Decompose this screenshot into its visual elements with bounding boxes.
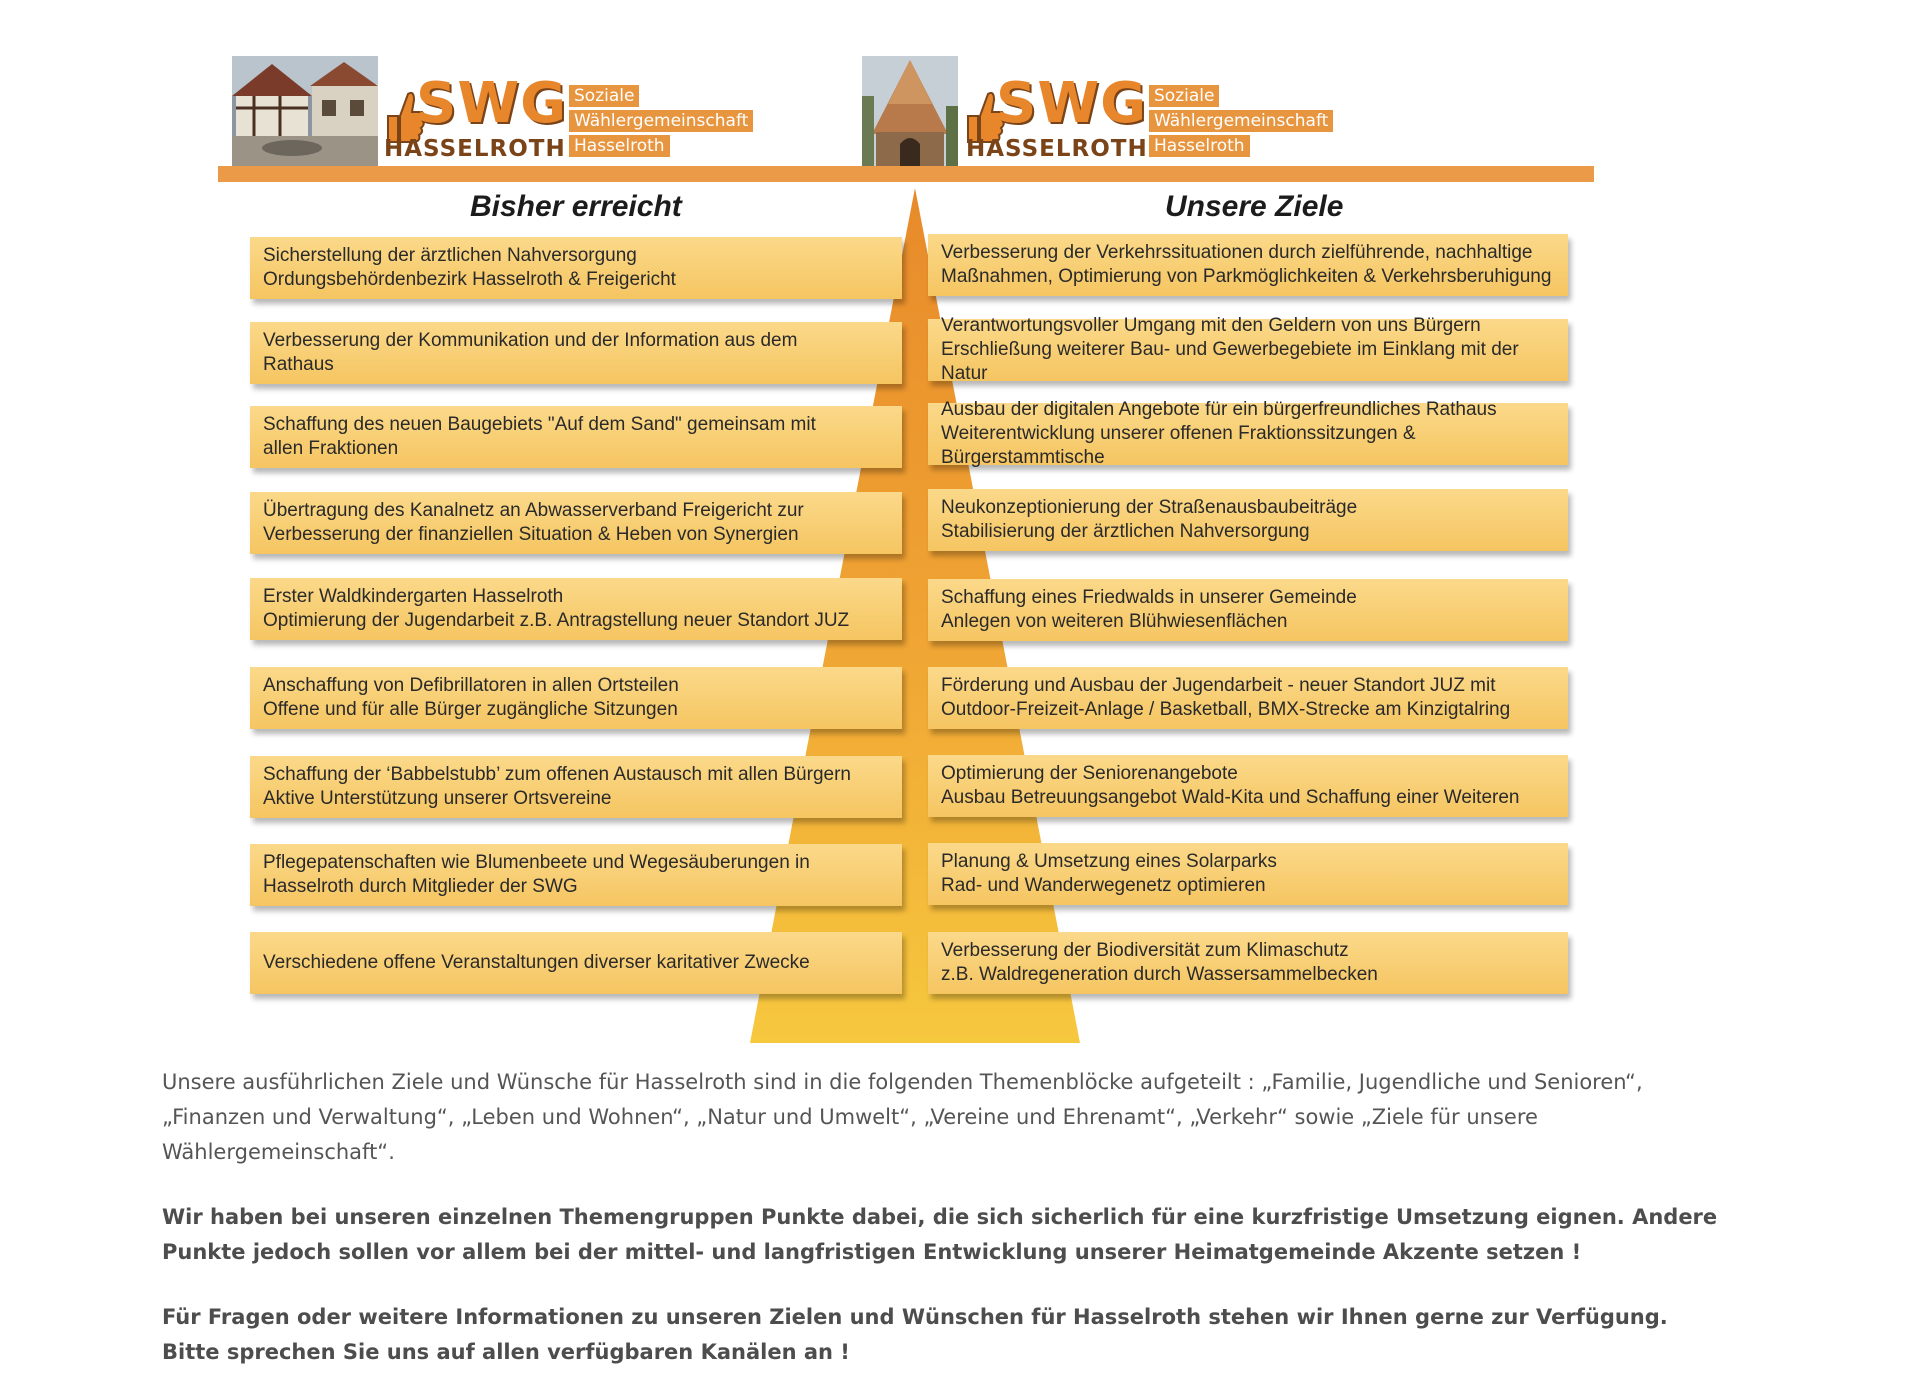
goal-line: z.B. Waldregeneration durch Wassersammelbecken: [941, 964, 1378, 985]
achieved-line: Verschiedene offene Veranstaltungen diverser karitativer Zwecke: [263, 952, 810, 973]
achieved-line: Rathaus: [263, 354, 334, 375]
logo-town: HASSELROTH: [966, 136, 1148, 162]
goal-line: Ausbau Betreuungsangebot Wald-Kita und Schaffung einer Weiteren: [941, 787, 1520, 808]
column-title-achieved: Bisher erreicht: [470, 190, 682, 223]
goal-item: [928, 234, 1568, 296]
goal-line: Verantwortungsvoller Umgang mit den Geldern von uns Bürgern: [941, 315, 1481, 336]
goal-line: Stabilisierung der ärztlichen Nahversorgung: [941, 521, 1310, 542]
achieved-line: Anschaffung von Defibrillatoren in allen Ortsteilen: [263, 675, 679, 696]
achieved-line: Aktive Unterstützung unserer Ortsvereine: [263, 788, 612, 809]
intro-paragraph: Unsere ausführlichen Ziele und Wünsche für Hasselroth sind in die folgenden Themenblöcke aufgeteilt : „Familie, Jugendliche und Senioren“, „Finanzen und Verwaltung“, „Leben und Wohnen“, „Natur und Umwelt“, „Vereine und Ehrenamt“, „Verkehr“ sowie „Ziele für unsere Wählergemeinschaft“.: [162, 1070, 1643, 1164]
logo-tag: Hasselroth: [1149, 135, 1250, 157]
goal-line: Maßnahmen, Optimierung von Parkmöglichkeiten & Verkehrsberuhigung: [941, 266, 1552, 287]
achieved-line: Optimierung der Jugendarbeit z.B. Antragstellung neuer Standort JUZ: [263, 610, 850, 631]
achieved-item: [250, 322, 902, 384]
goal-line: Outdoor-Freizeit-Anlage / Basketball, BMX-Strecke am Kinzigtalring: [941, 699, 1511, 720]
goal-item: [928, 489, 1568, 551]
logo-brand: SWG: [996, 71, 1148, 136]
achieved-line: Hasselroth durch Mitglieder der SWG: [263, 876, 578, 897]
achieved-item: [250, 756, 902, 818]
header-divider-bar: [218, 166, 1594, 182]
goal-line: Erschließung weiterer Bau- und Gewerbegebiete im Einklang mit der Natur: [941, 339, 1519, 384]
achieved-line: Offene und für alle Bürger zugängliche Sitzungen: [263, 699, 678, 720]
contact-paragraph: Für Fragen oder weitere Informationen zu unseren Zielen und Wünschen für Hasselroth stehen wir Ihnen gerne zur Verfügung. Bitte sprechen Sie uns auf allen verfügbaren Kanälen an !: [162, 1305, 1668, 1364]
logo-tag: Soziale: [1149, 85, 1219, 107]
goal-item: [928, 932, 1568, 994]
swg-infographic: [210, 52, 1600, 1042]
achieved-item: [250, 492, 902, 554]
goal-item: [928, 843, 1568, 905]
goal-line: Neukonzeptionierung der Straßenausbaubeiträge: [941, 497, 1358, 518]
goal-line: Verbesserung der Biodiversität zum Klimaschutz: [941, 940, 1349, 961]
goal-line: Optimierung der Seniorenangebote: [941, 763, 1238, 784]
swg-logo-right: [862, 56, 1422, 166]
goal-line: Weiterentwicklung unserer offenen Fraktionssitzungen & Bürgerstammtische: [941, 423, 1416, 468]
goal-line: Verbesserung der Verkehrssituationen durch zielführende, nachhaltige: [941, 242, 1533, 263]
swg-logo-left: [232, 56, 792, 166]
goal-item: [928, 315, 1568, 384]
goal-line: Anlegen von weiteren Blühwiesenflächen: [941, 611, 1288, 632]
goal-line: Rad- und Wanderwegenetz optimieren: [941, 875, 1266, 896]
goal-item: [928, 667, 1568, 729]
goal-item: [928, 579, 1568, 641]
achieved-item: [250, 237, 902, 299]
achieved-line: Pflegepatenschaften wie Blumenbeete und Wegesäuberungen in: [263, 852, 810, 873]
achieved-item: [250, 667, 902, 729]
logo-tags: [569, 85, 753, 157]
info-paragraph: Wir haben bei unseren einzelnen Themengruppen Punkte dabei, die sich sicherlich für eine kurzfristige Umsetzung eignen. Andere Punkte jedoch sollen vor allem bei der mittel- und langfristigen Entwicklung unserer Heimatgemeinde Akzente setzen !: [162, 1205, 1718, 1264]
achieved-line: Ordungsbehördenbezirk Hasselroth & Freigericht: [263, 269, 676, 290]
goal-item: [928, 399, 1568, 468]
goal-line: Förderung und Ausbau der Jugendarbeit - neuer Standort JUZ mit: [941, 675, 1496, 696]
achieved-line: Schaffung der ‘Babbelstubb’ zum offenen Austausch mit allen Bürgern: [263, 764, 851, 785]
achieved-line: Erster Waldkindergarten Hasselroth: [263, 586, 564, 607]
achieved-line: Sicherstellung der ärztlichen Nahversorgung: [263, 245, 637, 266]
achieved-line: allen Fraktionen: [263, 438, 399, 459]
achieved-line: Verbesserung der Kommunikation und der Information aus dem: [263, 330, 798, 351]
logo-tags: [1149, 85, 1333, 157]
goal-line: Ausbau der digitalen Angebote für ein bürgerfreundliches Rathaus: [941, 399, 1497, 420]
logo-tag: Soziale: [569, 85, 639, 107]
goal-line: Schaffung eines Friedwalds in unserer Gemeinde: [941, 587, 1357, 608]
logo-tag: Wählergemeinschaft: [569, 110, 753, 132]
logo-tag: Wählergemeinschaft: [1149, 110, 1333, 132]
logo-tag: Hasselroth: [569, 135, 670, 157]
church-photo: [862, 56, 958, 166]
town-house-photo: [232, 56, 378, 166]
achieved-line: Verbesserung der finanziellen Situation & Heben von Synergien: [263, 524, 799, 545]
achieved-line: Schaffung des neuen Baugebiets "Auf dem Sand" gemeinsam mit: [263, 414, 816, 435]
achieved-item: [250, 932, 902, 994]
achieved-item: [250, 406, 902, 468]
achieved-item: [250, 578, 902, 640]
goal-item: [928, 755, 1568, 817]
logo-brand: SWG: [416, 71, 568, 136]
achieved-line: Übertragung des Kanalnetz an Abwasserverband Freigericht zur: [263, 500, 804, 521]
column-title-goals: Unsere Ziele: [1165, 190, 1344, 223]
achieved-item: [250, 844, 902, 906]
goal-line: Planung & Umsetzung eines Solarparks: [941, 851, 1277, 872]
logo-town: HASSELROTH: [384, 136, 566, 162]
